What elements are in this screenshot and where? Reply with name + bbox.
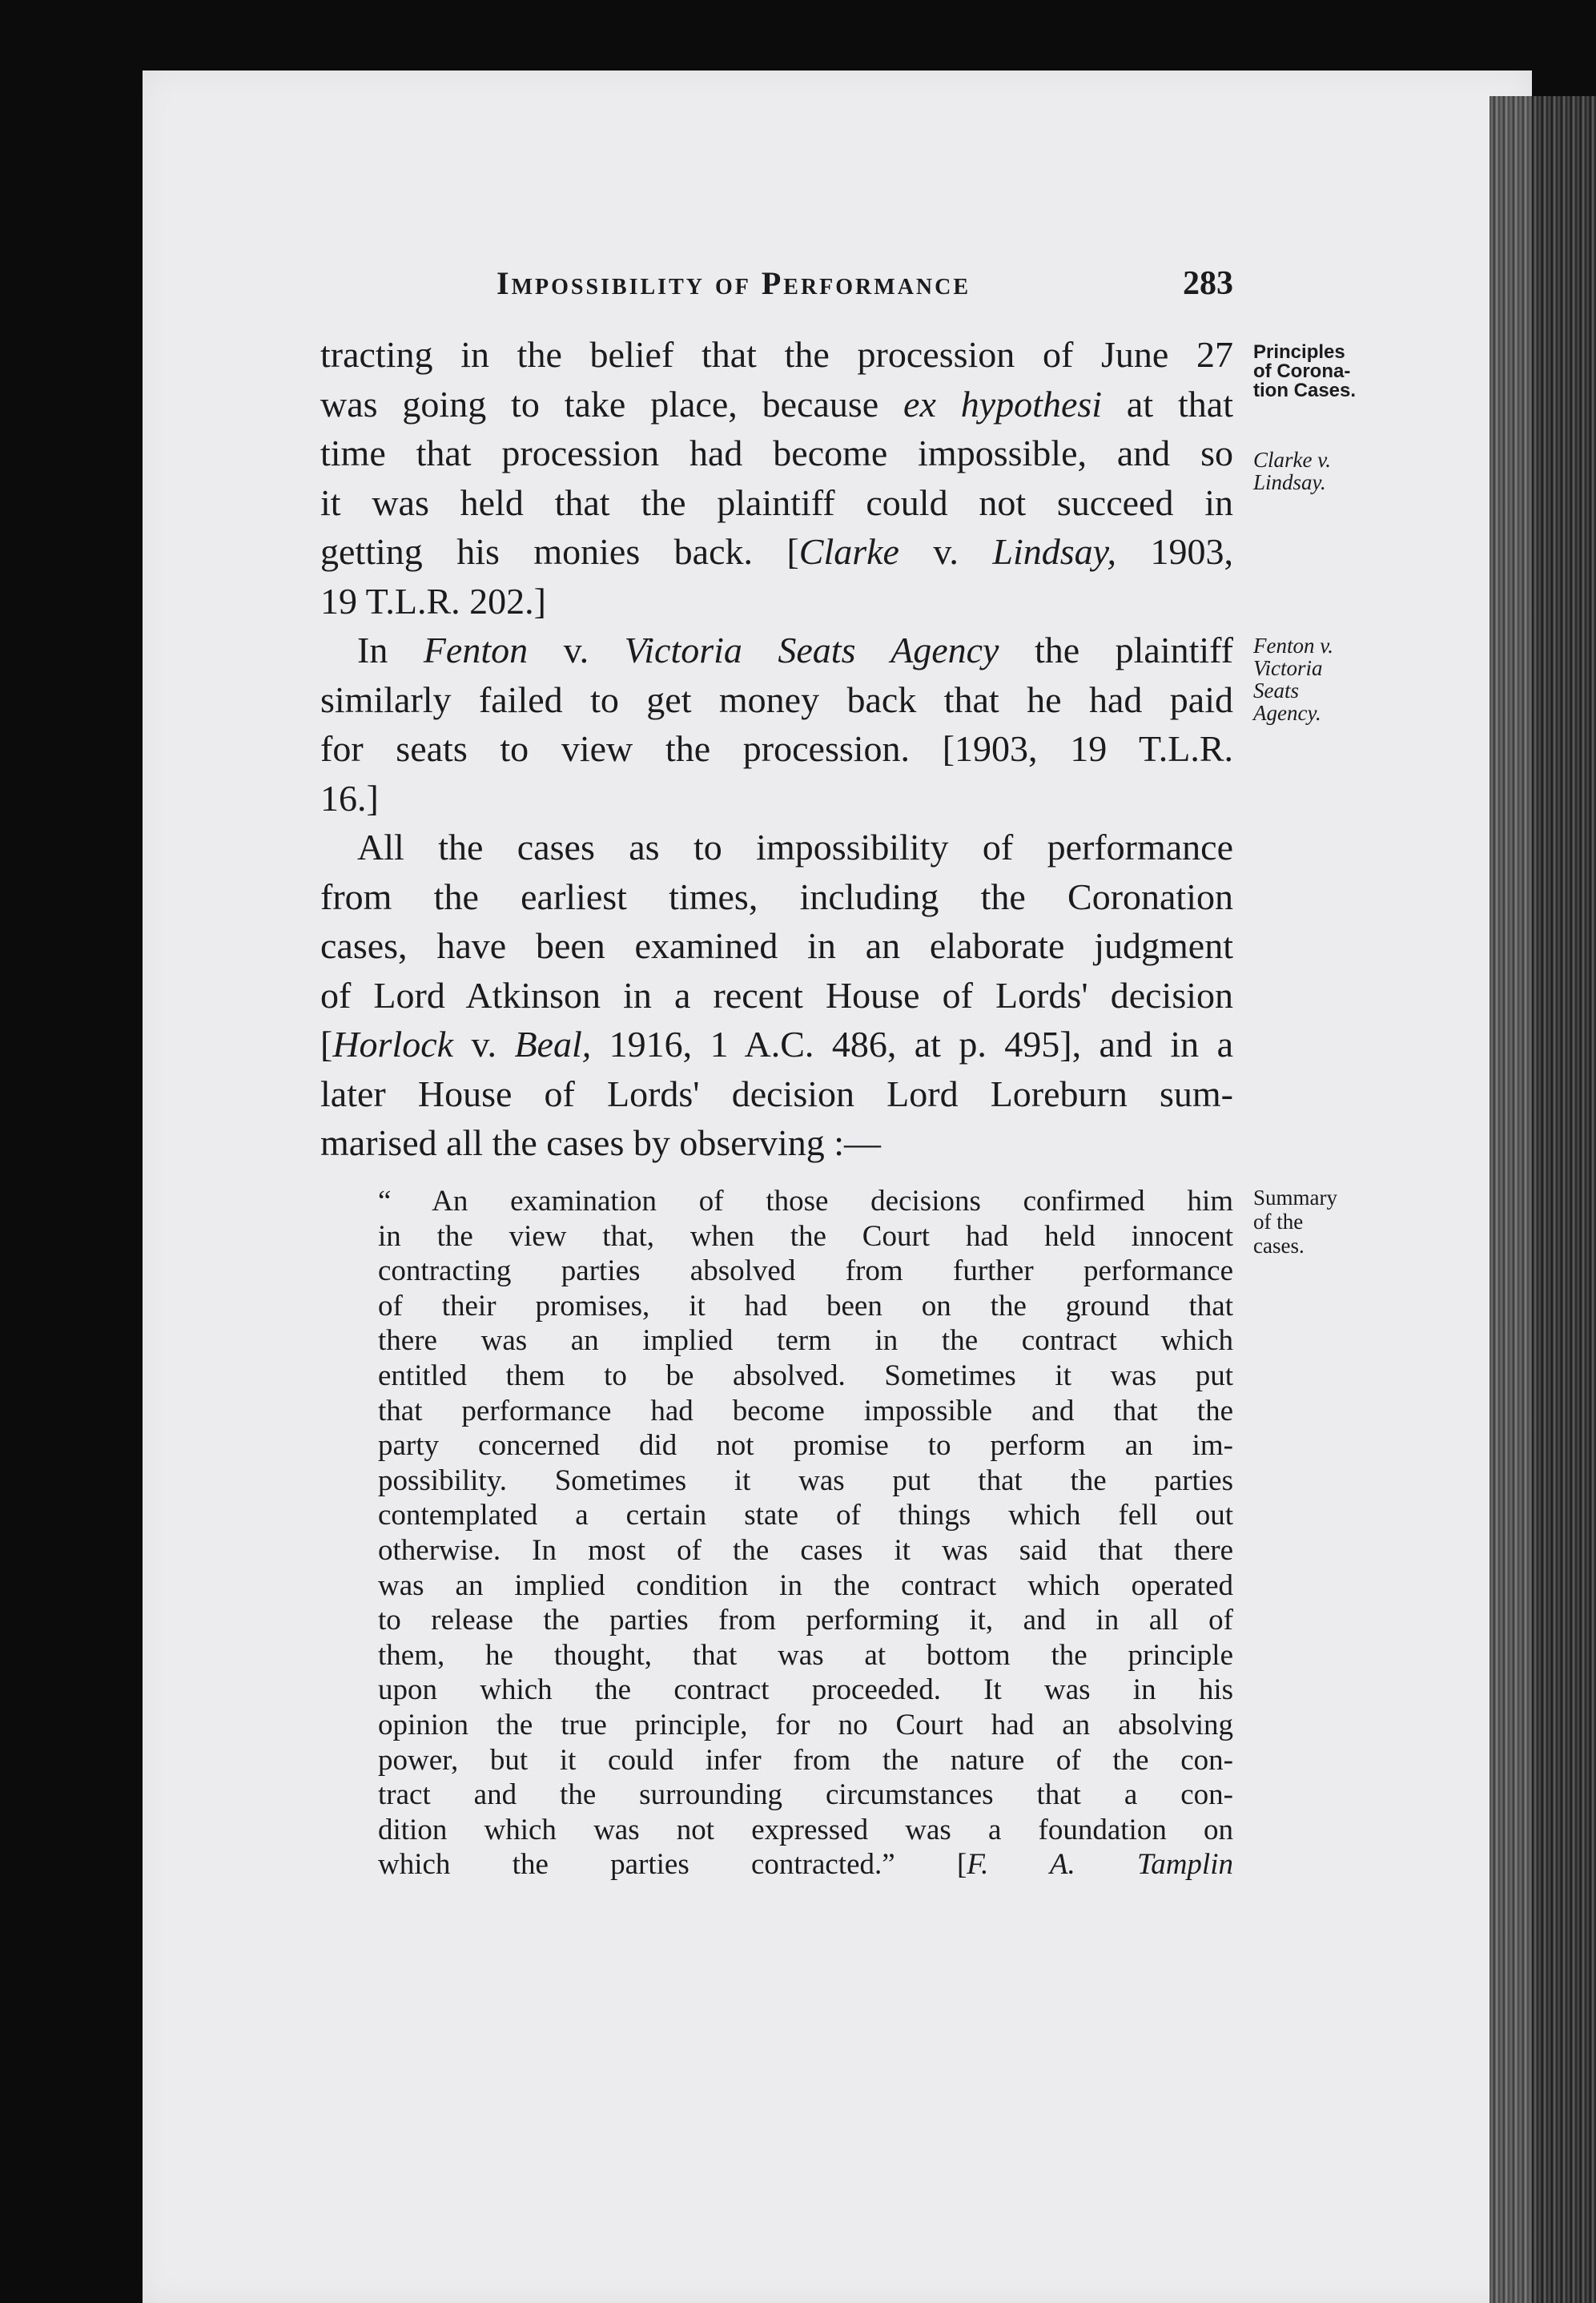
text-line: 19 T.L.R. 202.] (320, 580, 546, 622)
quote-line: there was an implied term in the contract which (378, 1324, 1233, 1358)
body-text (320, 330, 1233, 1168)
quote-line: that performance had become impossible and that the (378, 1394, 1233, 1427)
text-line: it was held that the plaintiff could not succeed in (320, 481, 1233, 523)
text-line: for seats to view the procession. [1903, 19 T.L.R. (320, 728, 1233, 769)
quote-line: of their promises, it had been on the ground that (378, 1289, 1233, 1323)
quote-line: party concerned did not promise to perform an im- (378, 1429, 1233, 1463)
margin-note-principles: Principles of Corona- tion Cases. (1253, 341, 1357, 401)
text-line: time that procession had become impossible, and so (320, 433, 1233, 473)
text-line: [Horlock v. Beal, 1916, 1 A.C. 486, at p. 495], and in a (320, 1024, 1234, 1065)
quote-line: possibility. Sometimes it was put that the parties (378, 1464, 1233, 1497)
text-line: 16.] (320, 777, 379, 819)
quote-line: power, but it could infer from the nature of the con- (378, 1743, 1233, 1777)
text-line: marised all the cases by observing :— (320, 1122, 882, 1163)
margin-note-clarke: Clarke v. Lindsay. (1253, 448, 1331, 494)
quote-line: was an implied condition in the contract which operated (378, 1568, 1233, 1602)
quote-line: to release the parties from performing it, and in all of (378, 1604, 1233, 1637)
text-line: All the cases as to impossibility of performance (357, 827, 1233, 868)
book-spine-edge (1489, 96, 1596, 2303)
text-line: In Fenton v. Victoria Seats Agency the plaintiff (357, 630, 1233, 670)
quote-line: dition which was not expressed was a foundation on (378, 1813, 1233, 1846)
text-line: was going to take place, because ex hypothesi at that (320, 383, 1233, 425)
text-line: tracting in the belief that the procession of June 27 (320, 334, 1233, 375)
quote-line: contracting parties absolved from further performance (378, 1254, 1233, 1288)
quote-line: in the view that, when the Court had held innocent (378, 1219, 1233, 1253)
margin-note-summary: Summary of the cases. (1253, 1186, 1337, 1258)
block-quote (378, 1184, 1233, 1882)
quote-line: entitled them to be absolved. Sometimes it was put (378, 1359, 1233, 1392)
text-line: later House of Lords' decision Lord Loreburn sum- (320, 1073, 1233, 1114)
text-line: of Lord Atkinson in a recent House of Lords' decision (320, 974, 1233, 1016)
margin-note-fenton: Fenton v. Victoria Seats Agency. (1253, 634, 1333, 725)
quote-line: otherwise. In most of the cases it was said that there (378, 1533, 1233, 1567)
quote-line: opinion the true principle, for no Court had an absolving (378, 1708, 1233, 1741)
page-number: 283 (1183, 265, 1233, 302)
quote-line: “ An examination of those decisions confirmed him (378, 1185, 1233, 1218)
text-line: similarly failed to get money back that he had paid (320, 678, 1233, 720)
quote-line: contemplated a certain state of things which fell out (378, 1499, 1233, 1532)
quote-line: tract and the surrounding circumstances that a con- (378, 1778, 1233, 1812)
text-line: cases, have been examined in an elaborate judgment (320, 925, 1233, 966)
running-header (496, 264, 1233, 304)
quote-line: them, he thought, that was at bottom the principle (378, 1638, 1233, 1672)
text-line: getting his monies back. [Clarke v. Lindsay, 1903, (320, 531, 1233, 572)
text-line: from the earliest times, including the Coronation (320, 876, 1233, 917)
header-title: Impossibility of Performance (496, 265, 971, 301)
quote-line: upon which the contract proceeded. It was in his (378, 1673, 1233, 1707)
quote-line: which the parties contracted.” [F. A. Tamplin (378, 1848, 1233, 1882)
